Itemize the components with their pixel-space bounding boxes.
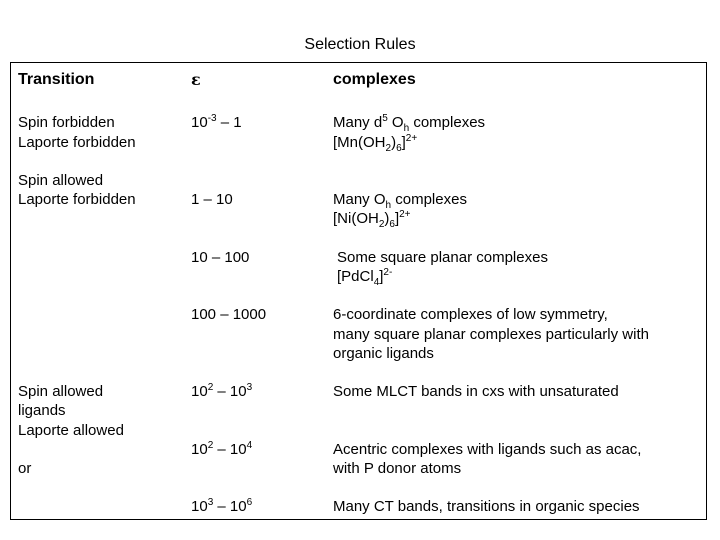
complex-formula: [PdCl$_4$]$^{2-}$: [337, 267, 393, 288]
complex-description: Many $d^5$ $O_h$ complexes: [333, 113, 486, 134]
epsilon-range: $10^3 - 10^6$: [191, 497, 253, 515]
label-laporte-allowed: Laporte allowed: [18, 422, 124, 439]
complex-description: Acentric complexes with ligands such as acac,: [333, 441, 642, 458]
header-complexes: complexes: [333, 71, 416, 88]
epsilon-range: 1 – 10: [191, 191, 233, 208]
complex-formula: $[Mn(OH_2)_6]^{2+}$: [333, 133, 418, 154]
label-laporte-forbidden-2: Laporte forbidden: [18, 191, 136, 208]
label-spin-forbidden: Spin forbidden: [18, 114, 115, 131]
complex-formula: $[Ni(OH_2)_6]^{2+}$: [333, 209, 411, 230]
epsilon-range: $10^2 - 10^3$: [191, 382, 253, 400]
label-or: or: [18, 460, 32, 477]
complex-description: Some square planar complexes: [337, 249, 548, 266]
complex-description: Some MLCT bands in cxs with unsaturated: [333, 383, 619, 400]
complex-description: many square planar complexes particularly with: [333, 326, 649, 343]
complex-description: organic ligands: [333, 345, 434, 362]
label-spin-allowed-1: Spin allowed: [18, 172, 104, 189]
label-spin-allowed-2: Spin allowed: [18, 383, 104, 400]
complex-description: Many CT bands, transitions in organic species: [333, 498, 640, 515]
epsilon-range: 10 – 100: [191, 249, 250, 266]
epsilon-range: $10^2 - 10^4$: [191, 440, 253, 458]
header-epsilon: ε: [191, 70, 201, 89]
page-title: Selection Rules: [304, 36, 416, 53]
header-transition: Transition: [18, 71, 95, 88]
label-ligands: ligands: [18, 402, 66, 419]
complex-description: with P donor atoms: [333, 460, 462, 477]
complex-description: Many $O_h$ complexes: [333, 191, 467, 211]
epsilon-range: 100 – 1000: [191, 306, 267, 323]
label-laporte-forbidden-1: Laporte forbidden: [18, 134, 136, 151]
complex-description: 6-coordinate complexes of low symmetry,: [333, 306, 608, 323]
epsilon-range: $10^{-3} - 1$: [191, 113, 242, 131]
